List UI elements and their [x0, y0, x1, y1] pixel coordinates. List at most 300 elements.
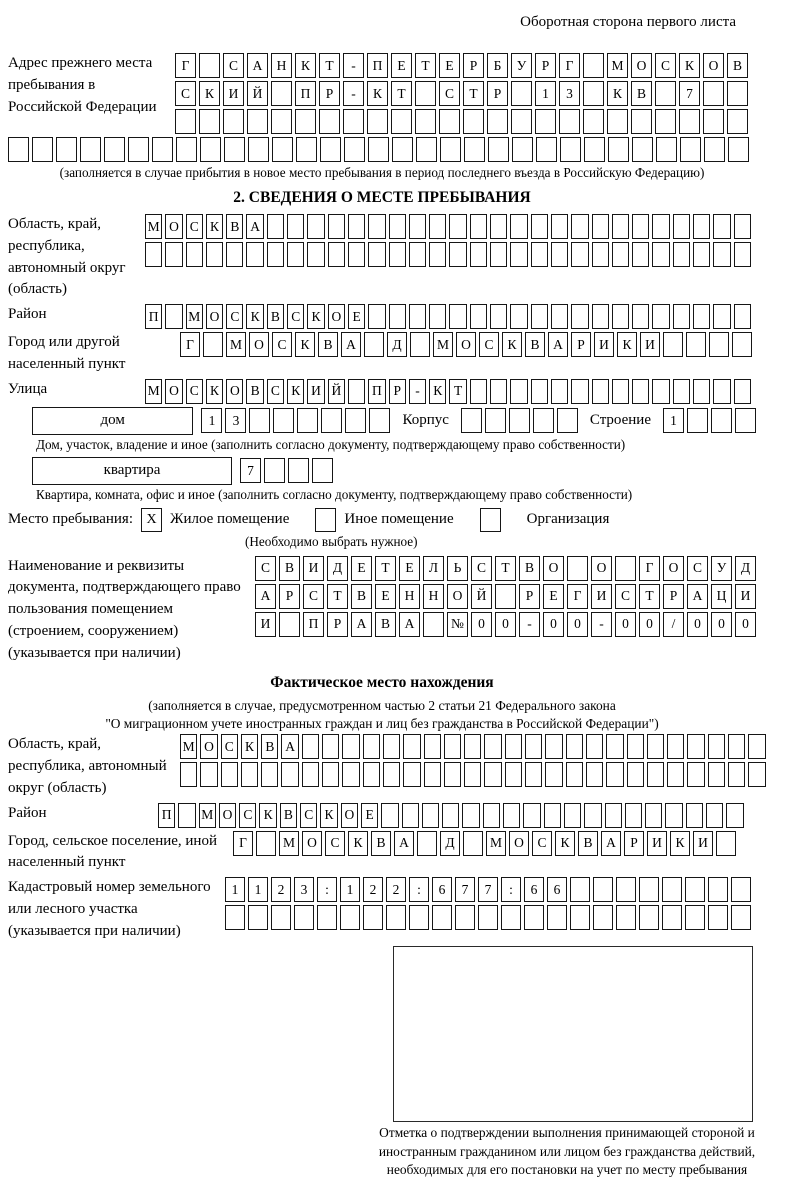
char-box: Д — [440, 831, 460, 856]
char-box — [656, 137, 677, 162]
char-box — [627, 762, 644, 787]
char-box: А — [399, 612, 420, 637]
char-box — [343, 109, 364, 134]
prev-address-row-3 — [175, 109, 748, 134]
char-box: Р — [389, 379, 406, 404]
char-box: 3 — [294, 877, 314, 902]
char-box: К — [429, 379, 446, 404]
char-box: В — [267, 304, 284, 329]
char-box — [271, 905, 291, 930]
char-box — [415, 81, 436, 106]
street-label: Улица — [8, 380, 48, 397]
char-box: Р — [279, 584, 300, 609]
char-box — [464, 762, 481, 787]
char-box — [748, 762, 765, 787]
char-box — [264, 458, 285, 483]
char-box: Ь — [447, 556, 468, 581]
char-box — [321, 408, 342, 433]
char-box — [485, 408, 506, 433]
char-box: М — [145, 379, 162, 404]
char-box: К — [307, 304, 324, 329]
fact-city-label: Город, сельское поселение, иной населенный пункт — [8, 832, 217, 871]
char-box — [490, 242, 507, 267]
char-box: Г — [639, 556, 660, 581]
char-box — [734, 379, 751, 404]
char-box: А — [247, 53, 268, 78]
char-box: : — [409, 877, 429, 902]
char-box — [612, 304, 629, 329]
stay-type-option-organization: Организация — [526, 511, 610, 527]
char-box: Т — [327, 584, 348, 609]
char-box — [734, 242, 751, 267]
char-box: Р — [535, 53, 556, 78]
char-box: 6 — [524, 877, 544, 902]
char-box: 2 — [363, 877, 383, 902]
char-box — [510, 379, 527, 404]
char-box: Т — [449, 379, 466, 404]
char-box — [389, 304, 406, 329]
city-block — [8, 332, 756, 376]
char-box — [241, 762, 258, 787]
char-box — [693, 214, 710, 239]
char-box — [703, 109, 724, 134]
char-box — [533, 408, 554, 433]
char-box — [711, 408, 732, 433]
char-box — [409, 242, 426, 267]
char-box — [709, 332, 729, 357]
char-box — [152, 137, 173, 162]
char-box: Й — [247, 81, 268, 106]
char-box — [593, 905, 613, 930]
char-box — [322, 762, 339, 787]
char-box: А — [687, 584, 708, 609]
char-box — [616, 905, 636, 930]
char-box: К — [320, 803, 337, 828]
char-box — [302, 734, 319, 759]
char-box: А — [601, 831, 621, 856]
char-box: Г — [175, 53, 196, 78]
prev-address-row-4 — [8, 137, 756, 162]
char-box — [226, 242, 243, 267]
char-box: М — [199, 803, 216, 828]
char-box — [490, 214, 507, 239]
apartment-type-box: квартира — [32, 457, 232, 485]
char-box — [415, 109, 436, 134]
fact-region-row-1 — [180, 734, 766, 759]
region-row-1 — [145, 214, 751, 239]
char-box: Р — [663, 584, 684, 609]
char-box: С — [687, 556, 708, 581]
char-box — [267, 242, 284, 267]
char-box: О — [226, 379, 243, 404]
char-box: О — [447, 584, 468, 609]
char-box: С — [532, 831, 552, 856]
document-row-3 — [255, 612, 756, 637]
house-caption: Дом, участок, владение и иное (заполнить согласно документу, подтверждающему право собственности) — [36, 436, 626, 452]
char-box — [616, 877, 636, 902]
char-box — [470, 242, 487, 267]
char-box — [422, 803, 439, 828]
char-box: С — [272, 332, 292, 357]
char-box — [607, 109, 628, 134]
char-box: 0 — [687, 612, 708, 637]
char-box: О — [206, 304, 223, 329]
char-box: 0 — [495, 612, 516, 637]
apartment-caption: Квартира, комната, офис и иное (заполнить согласно документу, подтверждающему право собственности) — [36, 486, 633, 502]
char-box — [559, 109, 580, 134]
char-box — [199, 109, 220, 134]
char-box — [535, 109, 556, 134]
char-box: К — [670, 831, 690, 856]
char-box — [531, 304, 548, 329]
char-box — [56, 137, 77, 162]
char-box — [417, 831, 437, 856]
char-box: В — [280, 803, 297, 828]
char-box: Р — [519, 584, 540, 609]
char-box — [615, 556, 636, 581]
char-box: В — [261, 734, 278, 759]
char-box — [586, 762, 603, 787]
char-box: А — [341, 332, 361, 357]
char-box: Т — [375, 556, 396, 581]
cadastre-row-2 — [225, 905, 751, 930]
fact-city-row — [233, 831, 736, 856]
char-box — [728, 137, 749, 162]
char-box — [287, 214, 304, 239]
char-box — [363, 762, 380, 787]
char-box — [525, 762, 542, 787]
char-box — [199, 53, 220, 78]
char-box — [732, 332, 752, 357]
char-box: С — [439, 81, 460, 106]
char-box — [248, 137, 269, 162]
char-box: : — [501, 877, 521, 902]
char-box — [261, 762, 278, 787]
fact-region-grid — [180, 734, 766, 787]
district-row — [145, 304, 751, 329]
char-box: О — [249, 332, 269, 357]
char-box — [328, 242, 345, 267]
house-block — [32, 407, 756, 435]
char-box: В — [525, 332, 545, 357]
region-block — [8, 214, 756, 301]
char-box — [319, 109, 340, 134]
char-box — [389, 214, 406, 239]
char-box — [673, 214, 690, 239]
char-box — [386, 905, 406, 930]
char-box — [685, 877, 705, 902]
char-box — [145, 242, 162, 267]
char-box — [663, 332, 683, 357]
char-box — [296, 137, 317, 162]
char-box — [665, 803, 682, 828]
char-box — [531, 242, 548, 267]
char-box — [381, 803, 398, 828]
char-box: Е — [399, 556, 420, 581]
char-box: О — [200, 734, 217, 759]
char-box — [551, 214, 568, 239]
char-box: В — [375, 612, 396, 637]
char-box — [731, 905, 751, 930]
char-box — [511, 81, 532, 106]
char-box — [367, 109, 388, 134]
char-box — [464, 734, 481, 759]
char-box: Н — [423, 584, 444, 609]
char-box: : — [317, 877, 337, 902]
char-box: К — [206, 214, 223, 239]
char-box — [584, 137, 605, 162]
char-box — [273, 408, 294, 433]
char-box — [249, 408, 270, 433]
char-box — [748, 734, 765, 759]
char-box — [592, 379, 609, 404]
char-box: Е — [361, 803, 378, 828]
char-box — [647, 734, 664, 759]
document-row-2 — [255, 584, 756, 609]
prev-address-block — [8, 53, 756, 134]
char-box — [287, 242, 304, 267]
char-box — [510, 304, 527, 329]
char-box: 1 — [201, 408, 222, 433]
char-box — [409, 214, 426, 239]
char-box: А — [351, 612, 372, 637]
char-box: Г — [559, 53, 580, 78]
street-block — [8, 379, 756, 404]
char-box: Г — [567, 584, 588, 609]
char-box — [368, 242, 385, 267]
char-box: О — [165, 214, 182, 239]
char-box: М — [279, 831, 299, 856]
char-box: 2 — [271, 877, 291, 902]
char-box — [728, 734, 745, 759]
char-box — [186, 242, 203, 267]
char-box — [571, 214, 588, 239]
fact-location-subtitle-2: "О миграционном учете иностранных граждан и лиц без гражданства в Российской Федерации") — [105, 716, 659, 732]
char-box — [432, 905, 452, 930]
char-box — [612, 214, 629, 239]
cadastre-grid — [225, 877, 751, 930]
char-box — [571, 304, 588, 329]
char-box — [639, 905, 659, 930]
char-box — [80, 137, 101, 162]
char-box — [176, 137, 197, 162]
char-box — [608, 137, 629, 162]
char-box — [652, 242, 669, 267]
char-box — [708, 905, 728, 930]
char-box — [389, 242, 406, 267]
char-box: Р — [327, 612, 348, 637]
char-box: - — [409, 379, 426, 404]
char-box: О — [341, 803, 358, 828]
char-box — [713, 304, 730, 329]
char-box — [312, 458, 333, 483]
stay-type-option-other: Иное помещение — [344, 511, 454, 527]
fact-region-block — [8, 734, 756, 799]
char-box — [605, 803, 622, 828]
char-box — [463, 109, 484, 134]
char-box — [128, 137, 149, 162]
char-box — [680, 137, 701, 162]
char-box — [203, 332, 223, 357]
char-box: М — [433, 332, 453, 357]
char-box: К — [295, 53, 316, 78]
char-box — [584, 803, 601, 828]
char-box: О — [663, 556, 684, 581]
char-box: Т — [463, 81, 484, 106]
char-box — [592, 242, 609, 267]
char-box — [340, 905, 360, 930]
char-box: К — [555, 831, 575, 856]
char-box — [455, 905, 475, 930]
char-box — [570, 877, 590, 902]
char-box: Е — [391, 53, 412, 78]
char-box — [592, 304, 609, 329]
char-box: 7 — [478, 877, 498, 902]
char-box — [731, 877, 751, 902]
char-box — [180, 762, 197, 787]
char-box: - — [519, 612, 540, 637]
char-box: № — [447, 612, 468, 637]
stroenie-label: Строение — [589, 412, 651, 428]
char-box — [551, 379, 568, 404]
char-box — [583, 109, 604, 134]
char-box — [734, 304, 751, 329]
char-box — [344, 137, 365, 162]
char-box — [734, 214, 751, 239]
district-block — [8, 304, 756, 329]
char-box — [200, 762, 217, 787]
stay-type-option-residential: Жилое помещение — [170, 511, 290, 527]
char-box — [439, 109, 460, 134]
char-box — [716, 831, 736, 856]
char-box — [223, 109, 244, 134]
char-box: В — [226, 214, 243, 239]
apartment-block — [32, 457, 756, 485]
fact-region-label: Область, край, республика, автономный округ (область) — [8, 736, 167, 796]
char-box — [679, 109, 700, 134]
char-box: В — [727, 53, 748, 78]
char-box: С — [255, 556, 276, 581]
char-box — [429, 304, 446, 329]
prev-address-grid — [175, 53, 748, 134]
char-box — [545, 734, 562, 759]
char-box — [632, 242, 649, 267]
char-box: 6 — [432, 877, 452, 902]
stay-type-label: Место пребывания: — [8, 511, 133, 527]
char-box: П — [145, 304, 162, 329]
char-box — [606, 762, 623, 787]
char-box: К — [246, 304, 263, 329]
apartment-number-row — [240, 458, 333, 483]
house-number-row — [201, 408, 390, 433]
char-box — [726, 803, 743, 828]
char-box: К — [502, 332, 522, 357]
char-box: С — [223, 53, 244, 78]
char-box — [708, 877, 728, 902]
char-box — [713, 242, 730, 267]
fact-district-block — [8, 803, 756, 828]
char-box — [652, 304, 669, 329]
char-box — [462, 803, 479, 828]
cadastre-row-1 — [225, 877, 751, 902]
char-box — [560, 137, 581, 162]
char-box — [632, 379, 649, 404]
char-box: В — [246, 379, 263, 404]
char-box — [271, 81, 292, 106]
char-box — [487, 109, 508, 134]
char-box — [687, 762, 704, 787]
char-box — [667, 762, 684, 787]
char-box — [685, 905, 705, 930]
char-box — [402, 803, 419, 828]
char-box — [704, 137, 725, 162]
fact-city-block — [8, 831, 756, 875]
char-box — [444, 762, 461, 787]
char-box — [632, 304, 649, 329]
char-box — [449, 242, 466, 267]
char-box: О — [703, 53, 724, 78]
char-box — [342, 762, 359, 787]
char-box — [288, 458, 309, 483]
char-box: И — [255, 612, 276, 637]
char-box — [302, 762, 319, 787]
char-box — [593, 877, 613, 902]
section2-title: 2. СВЕДЕНИЯ О МЕСТЕ ПРЕБЫВАНИЯ — [233, 189, 531, 206]
char-box — [449, 214, 466, 239]
char-box — [363, 734, 380, 759]
char-box — [612, 379, 629, 404]
char-box: 0 — [543, 612, 564, 637]
char-box — [271, 109, 292, 134]
char-box — [662, 877, 682, 902]
char-box — [512, 137, 533, 162]
char-box: - — [343, 81, 364, 106]
char-box: С — [186, 214, 203, 239]
char-box: М — [607, 53, 628, 78]
char-box — [505, 734, 522, 759]
char-box — [673, 242, 690, 267]
char-box — [536, 137, 557, 162]
char-box — [32, 137, 53, 162]
char-box: Р — [487, 81, 508, 106]
char-box — [429, 242, 446, 267]
char-box: И — [693, 831, 713, 856]
char-box: П — [295, 81, 316, 106]
char-box: С — [226, 304, 243, 329]
char-box — [505, 762, 522, 787]
char-box — [693, 242, 710, 267]
char-box: О — [631, 53, 652, 78]
char-box: С — [303, 584, 324, 609]
char-box — [368, 214, 385, 239]
char-box — [342, 734, 359, 759]
district-label: Район — [8, 306, 47, 322]
char-box: П — [158, 803, 175, 828]
prev-address-caption: (заполняется в случае прибытия в новое место пребывания в период последнего въезда в Российскую Федерацию) — [59, 165, 705, 180]
char-box — [225, 905, 245, 930]
char-box — [525, 734, 542, 759]
char-box: А — [255, 584, 276, 609]
char-box — [570, 905, 590, 930]
char-box: В — [371, 831, 391, 856]
char-box — [348, 242, 365, 267]
char-box — [294, 905, 314, 930]
char-box — [606, 734, 623, 759]
char-box — [693, 379, 710, 404]
char-box — [463, 831, 483, 856]
char-box — [524, 905, 544, 930]
char-box — [391, 109, 412, 134]
